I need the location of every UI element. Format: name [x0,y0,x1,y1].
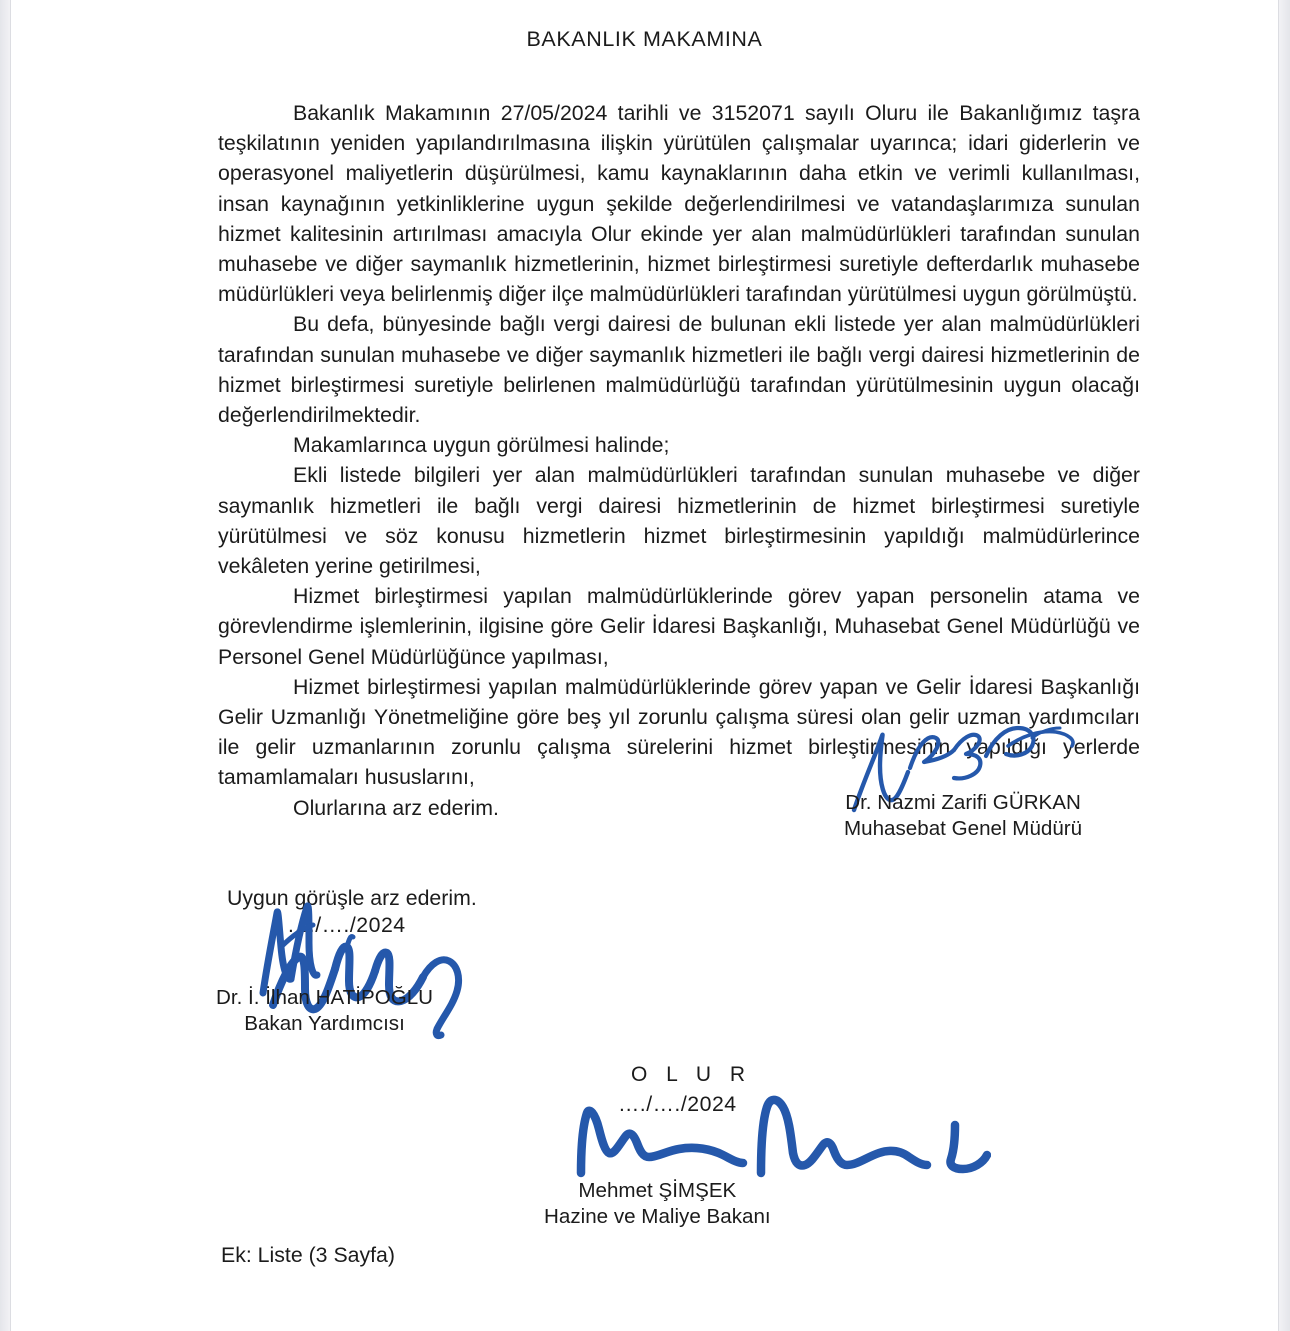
signatory-name-hatipoglu: Dr. İ. İlhan HATİPOĞLU [216,986,434,1009]
signatory-title-gurkan: Muhasebat Genel Müdürü [844,817,1083,840]
page-title: BAKANLIK MAKAMINA [526,27,763,51]
approval-date: …./…./2024 [287,913,406,937]
olur-date: …./…./2024 [618,1092,737,1116]
paragraph-6: Hizmet birleştirmesi yapılan malmüdürlüklerinde görev yapan ve Gelir İdaresi Başkanlığı Gelir Uzmanlığı Yönetmeliğine göre beş yıl zorunlu çalışma süresi olan gelir uzman yardımcıları ile gelir uzmanlarının zorunlu çalışma sürelerini hizmet birleştirmesinin yapıldığı yerlerde tamamlamaları hususlarını, [218,674,1140,790]
signatory-name-gurkan: Dr. Nazmi Zarifi GÜRKAN [845,791,1081,814]
signature-block-hatipoglu [216,985,433,1037]
paragraph-2: Bu defa, bünyesinde bağlı vergi dairesi de bulunan ekli listede yer alan malmüdürlükleri tarafından sunulan muhasebe ve diğer saymanlık hizmetleri ile bağlı vergi dairesi hizmetlerinin de hizmet birleştirmesi suretiyle belirlenen malmüdürlüğü tarafından yürütülmesinin uygun olacağı değerlendirilmektedir. [218,312,1140,428]
approval-statement: Uygun görüşle arz ederim. [227,886,477,910]
signature-block-gurkan [844,790,1082,842]
page-gutter-right [1278,0,1290,1331]
paragraph-3: Makamlarınca uygun görülmesi halinde; [293,433,670,458]
signatory-name-simsek: Mehmet ŞİMŞEK [578,1179,737,1202]
paragraph-4: Ekli listede bilgileri yer alan malmüdürlükleri tarafından sunulan muhasebe ve diğer saymanlık hizmetleri ile bağlı vergi dairesi hizmetlerinin de hizmet birleştirmesi suretiyle yürütülmesi ve söz konusu hizmetlerin hizmet birleştirmesinin yapıldığı malmüdürlerince vekâleten yerine getirilmesi, [218,463,1140,579]
page-gutter-left [0,0,11,1331]
document-body [218,98,1140,823]
document-page [11,0,1278,1331]
paragraph-5: Hizmet birleştirmesi yapılan malmüdürlüklerinde görev yapan personelin atama ve görevlendirme işlemlerinin, ilgisine göre Gelir İdaresi Başkanlığı, Muhasebat Genel Müdürlüğü ve Personel Genel Müdürlüğünce yapılması, [218,584,1140,669]
attachment-note: Ek: Liste (3 Sayfa) [221,1243,395,1267]
signatory-title-hatipoglu: Bakan Yardımcısı [244,1012,405,1035]
paragraph-1: Bakanlık Makamının 27/05/2024 tarihli ve 3152071 sayılı Oluru ile Bakanlığımız taşra teşkilatının yeniden yapılandırılmasına ilişkin yürütülen çalışmalar uyarınca; idari giderlerin ve operasyonel maliyetlerin düşürülmesi, kamu kaynaklarının daha etkin ve verimli kullanılması, insan kaynağının yetkinliklerine uygun şekilde değerlendirilmesi ve vatandaşlarımıza sunulan hizmet kalitesinin artırılması amacıyla Olur ekinde yer alan malmüdürlükleri tarafından sunulan muhasebe ve diğer saymanlık hizmetlerinin, hizmet birleştirmesi suretiyle defterdarlık muhasebe müdürlükleri veya belirlenmiş diğer ilçe malmüdürlükleri tarafından yürütülmesi uygun görülmüştü. [218,101,1140,307]
signature-block-simsek [544,1178,771,1230]
signatory-title-simsek: Hazine ve Maliye Bakanı [544,1205,771,1228]
olur-heading: O L U R [631,1063,752,1086]
paragraph-7: Olurlarına arz ederim. [293,795,499,820]
